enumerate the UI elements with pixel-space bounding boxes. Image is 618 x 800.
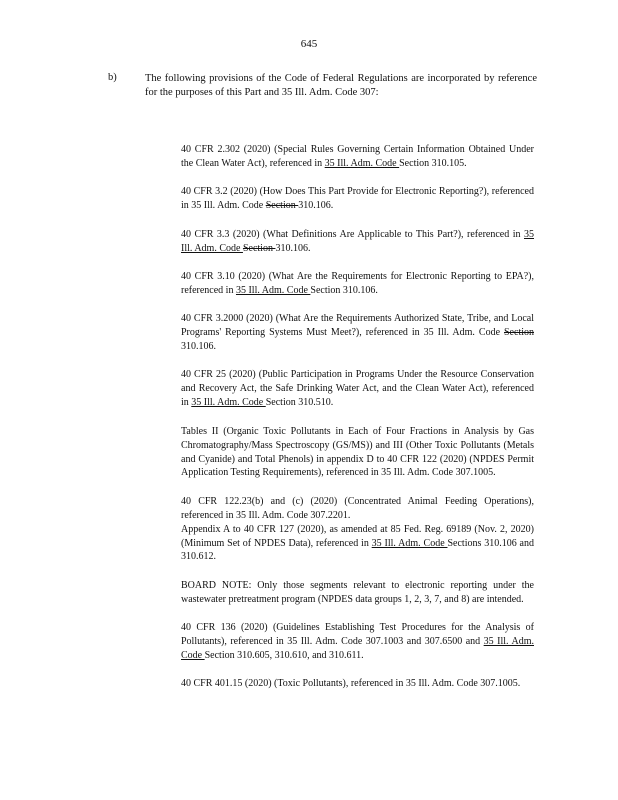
provision-text: Section 310.510.: [265, 397, 334, 409]
provision-paragraph: [181, 495, 534, 565]
provision-text: 40 CFR 3.2 (2020) (How Does This Part Provide for Electronic Reporting?), referenced in 35 Ill. Adm. Code: [181, 186, 534, 212]
provision-paragraph: [181, 143, 534, 171]
provision-paragraph: [181, 621, 534, 663]
provision-paragraph: [181, 579, 534, 607]
provision-paragraph: [181, 228, 534, 256]
deleted-text: Section: [504, 327, 534, 339]
provision-paragraph: [181, 368, 534, 410]
provision-text: Tables II (Organic Toxic Pollutants in Each of Four Fractions in Analysis by Gas Chromatography/Mass Spectroscopy (GS/MS)) and III (Other Toxic Pollutants (Metals and Cyanide) and Total Phenols) in appendix D to 40 CFR 122 (2020) (NPDES Permit Application Testing Requirements), referenced in 35 Ill. Adm. Code 307.1005.: [181, 425, 534, 479]
provision-text: 40 CFR 3.2000 (2020) (What Are the Requirements Authorized State, Tribe, and Local Programs' Reporting Systems Must Meet?), referenced in 35 Ill. Adm. Code: [181, 313, 534, 339]
provision-text: Sections 310.106 and 310.612.: [181, 537, 534, 563]
inserted-text: 35 Ill. Adm. Code: [324, 157, 400, 169]
provision-text: BOARD NOTE: Only those segments relevant to electronic reporting under the wastewater pretreatment program (NPDES data groups 1, 2, 3, 7, and 8) are intended.: [181, 579, 534, 605]
deleted-text: Section: [242, 242, 276, 254]
provision-text: Section 310.106.: [310, 284, 378, 296]
provision-text: 40 CFR 3.3 (2020) (What Definitions Are Applicable to This Part?), referenced in: [181, 228, 524, 240]
provision-text: 40 CFR 401.15 (2020) (Toxic Pollutants), referenced in 35 Ill. Adm. Code 307.1005.: [181, 678, 521, 690]
provision-text: 40 CFR 136 (2020) (Guidelines Establishing Test Procedures for the Analysis of Pollutants), referenced in 35 Ill. Adm. Code 307.1003 and 307.6500 and: [181, 622, 534, 648]
deleted-text: Section: [265, 200, 299, 212]
provision-text: Appendix A to 40 CFR 127 (2020), as amended at 85 Fed. Reg. 69189 (Nov. 2, 2020) (Minimum Set of NPDES Data), referenced in: [181, 523, 534, 549]
provision-text: 310.106.: [298, 200, 334, 212]
inserted-text: 35 Ill. Adm. Code: [181, 228, 534, 254]
provision-text: Section 310.105.: [399, 157, 467, 169]
inserted-text: 35 Ill. Adm. Code: [371, 537, 448, 549]
provision-paragraph: [181, 312, 534, 354]
provision-paragraph: [181, 425, 534, 481]
provision-text: 40 CFR 3.10 (2020) (What Are the Requirements for Electronic Reporting to EPA?), referenced in: [181, 270, 534, 296]
intro-paragraph: The following provisions of the Code of Federal Regulations are incorporated by reference for the purposes of this Part and 35 Ill. Adm. Code 307:: [145, 73, 537, 98]
provision-paragraph: [181, 677, 534, 691]
subsection-marker: b): [108, 72, 117, 83]
provision-text: 310.106.: [181, 341, 216, 353]
provision-text: 40 CFR 2.302 (2020) (Special Rules Governing Certain Information Obtained Under the Clean Water Act), referenced in: [181, 144, 534, 169]
inserted-text: 35 Ill. Adm. Code: [191, 397, 266, 409]
provision-paragraph: [181, 185, 534, 213]
page-number: 645: [300, 38, 318, 50]
provision-text: 40 CFR 25 (2020) (Public Participation in Programs Under the Resource Conservation and Recovery Act, the Safe Drinking Water Act, and the Clean Water Act), referenced in: [181, 369, 534, 409]
inserted-text: 35 Ill. Adm. Code: [235, 284, 311, 296]
provision-paragraph: [181, 270, 534, 298]
provision-text: 40 CFR 122.23(b) and (c) (2020) (Concentrated Animal Feeding Operations), referenced in 35 Ill. Adm. Code 307.2201.: [181, 495, 534, 521]
inserted-text: 35 Ill. Adm. Code: [181, 636, 534, 661]
provision-text: Section 310.605, 310.610, and 310.611.: [204, 649, 364, 661]
provision-text: 310.106.: [275, 242, 311, 254]
provision-list: [181, 143, 534, 691]
